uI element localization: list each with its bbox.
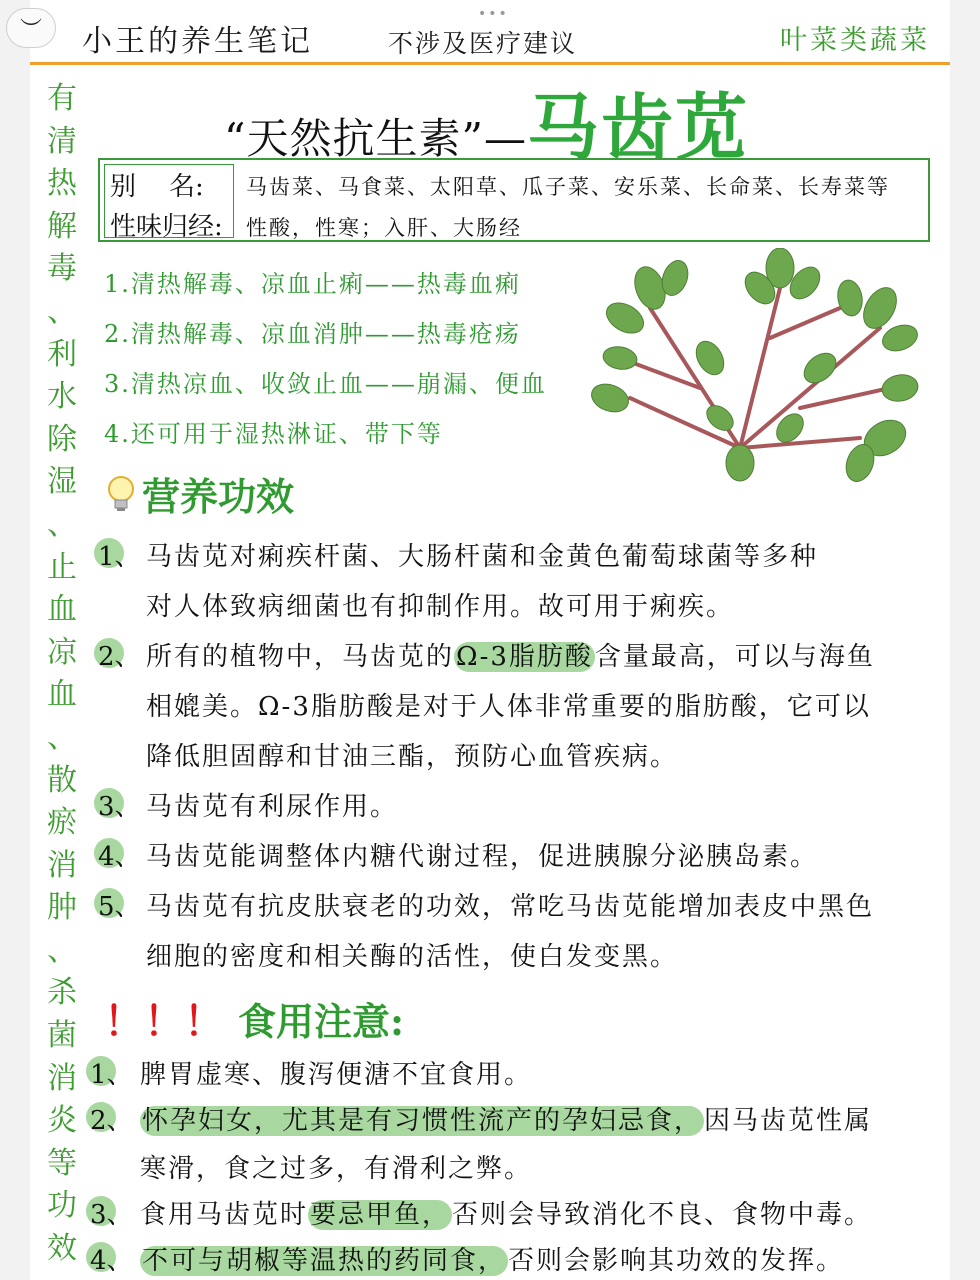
item-number: 3、 — [90, 1194, 133, 1231]
item-number: 4、 — [90, 1240, 133, 1277]
caution-text: 脾胃虚寒、腹泻便溏不宜食用。 — [140, 1060, 533, 1090]
exclamation-icon: ！！！ — [104, 999, 224, 1045]
nutrition-text: 马齿苋对痢疾杆菌、大肠杆菌和金黄色葡萄球菌等多种 — [146, 542, 819, 572]
back-button[interactable] — [6, 8, 56, 48]
page-title — [224, 70, 749, 170]
nutrition-text: 所有的植物中，马齿苋的Ω-3脂肪酸含量最高，可以与海鱼 — [146, 642, 875, 672]
chevron-down-icon: ︶ — [19, 17, 42, 43]
caution-text: 寒滑，食之过多，有滑利之弊。 — [140, 1154, 533, 1184]
effect-item: 3.清热凉血、收敛止血——崩漏、便血 — [104, 370, 547, 398]
caution-section-title — [104, 990, 404, 1047]
alias-label: 别 名: — [110, 172, 204, 202]
item-number: 4、 — [98, 836, 141, 873]
highlight: 怀孕妇女，尤其是有习惯性流产的孕妇忌食， — [142, 1106, 703, 1136]
highlight: Ω-3脂肪酸 — [456, 642, 593, 672]
nutrition-text: 对人体致病细菌也有抑制作用。故可用于痢疾。 — [146, 592, 735, 622]
nutrition-text: 细胞的密度和相关酶的活性，使白发变黑。 — [146, 942, 679, 972]
item-number: 2、 — [98, 636, 141, 673]
item-number: 5、 — [98, 886, 141, 923]
nutrition-text: 马齿苋能调整体内糖代谢过程，促进胰腺分泌胰岛素。 — [146, 842, 819, 872]
title-main: 马齿苋 — [526, 85, 749, 170]
caution-text: 食用马齿苋时要忌甲鱼，否则会导致消化不良、食物中毒。 — [140, 1200, 873, 1230]
lightbulb-icon — [104, 474, 138, 514]
nutrition-text: 降低胆固醇和甘油三酯，预防心血管疾病。 — [146, 742, 679, 772]
effect-item: 1.清热解毒、凉血止痢——热毒血痢 — [104, 270, 521, 298]
nature-label: 性味归经: — [110, 212, 223, 242]
sidebar-summary: 有 清 热 解 毒 、 利 水 除 湿 、 止 血 凉 血 、 散 瘀 消 肿 、 杀 菌 消 炎 等 功 效 — [47, 81, 77, 1267]
nutrition-title-text: 营养功效 — [142, 474, 295, 519]
header-author: 小王的养生笔记 — [82, 24, 313, 59]
more-dots-icon[interactable]: ••• — [478, 6, 509, 22]
caution-title-text: 食用注意: — [238, 999, 405, 1044]
nutrition-section-title — [104, 466, 294, 521]
nutrition-text: 马齿苋有抗皮肤衰老的功效，常吃马齿苋能增加表皮中黑色 — [146, 892, 875, 922]
highlight: 要忌甲鱼， — [310, 1200, 451, 1230]
divider — [30, 62, 950, 65]
item-number: 3、 — [98, 786, 141, 823]
caution-text: 怀孕妇女，尤其是有习惯性流产的孕妇忌食，因马齿苋性属 — [142, 1106, 873, 1136]
header-category: 叶菜类蔬菜 — [780, 25, 930, 56]
item-number: 1、 — [90, 1054, 133, 1091]
nature-value: 性酸，性寒；入肝、大肠经 — [246, 216, 522, 240]
purslane-plant-image — [590, 248, 920, 488]
header-disclaimer: 不涉及医疗建议 — [388, 29, 578, 58]
info-box — [98, 158, 930, 242]
nutrition-text: 马齿苋有利尿作用。 — [146, 792, 399, 822]
effect-item: 2.清热解毒、凉血消肿——热毒疮疡 — [104, 320, 521, 348]
nutrition-text: 相媲美。Ω-3脂肪酸是对于人体非常重要的脂肪酸，它可以 — [146, 692, 871, 722]
alias-value: 马齿菜、马食菜、太阳草、瓜子菜、安乐菜、长命菜、长寿菜等 — [246, 175, 890, 199]
item-number: 1、 — [98, 536, 141, 573]
caution-text: 不可与胡椒等温热的药同食，否则会影响其功效的发挥。 — [142, 1246, 845, 1276]
effect-item: 4.还可用于湿热淋证、带下等 — [104, 420, 443, 448]
title-prefix: “天然抗生素”— — [224, 114, 527, 163]
highlight: 不可与胡椒等温热的药同食， — [142, 1246, 507, 1276]
item-number: 2、 — [90, 1100, 133, 1137]
